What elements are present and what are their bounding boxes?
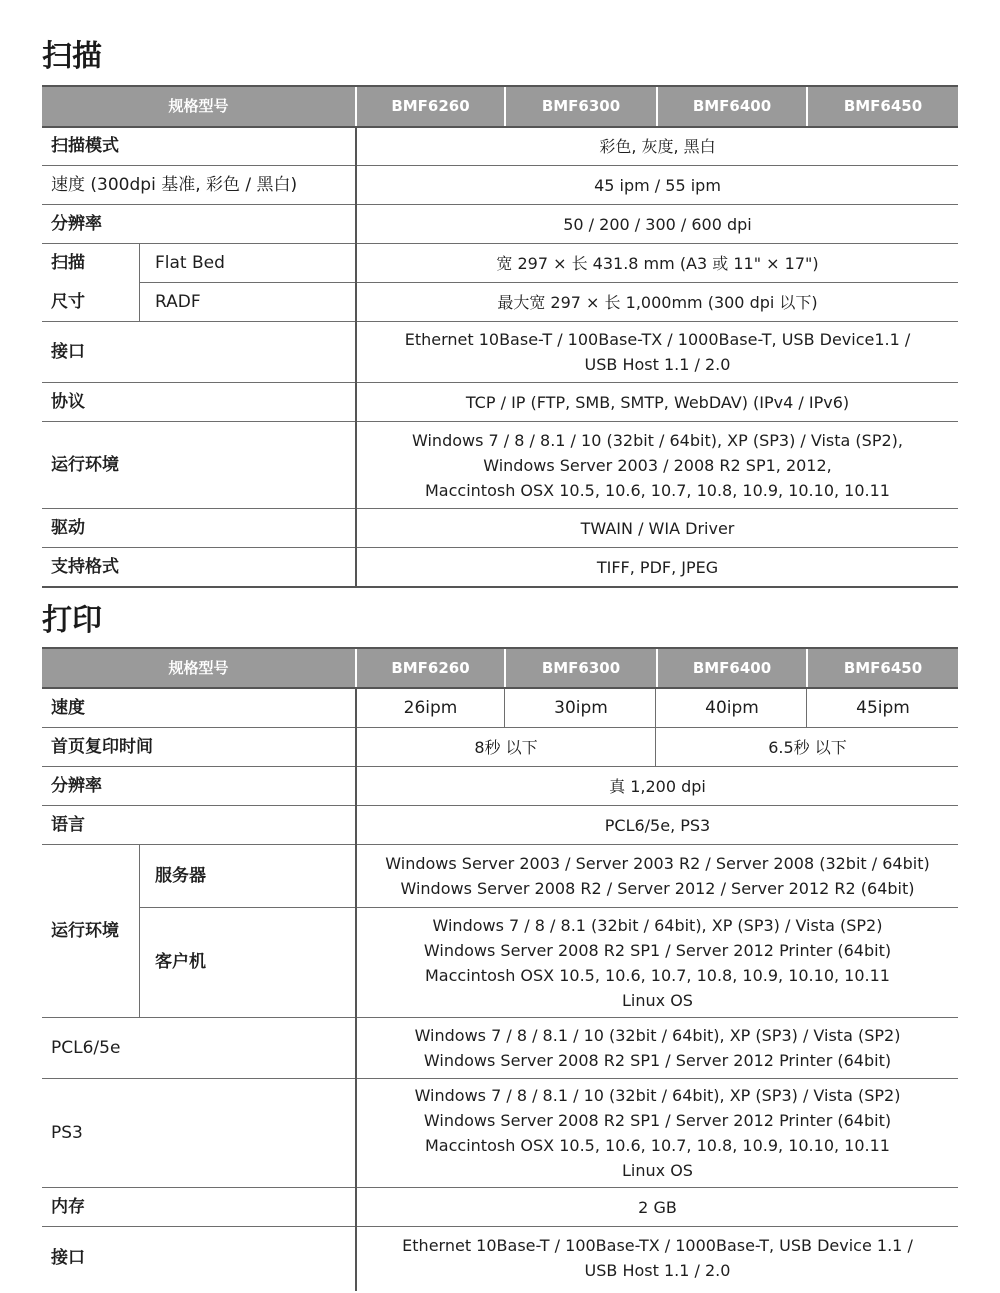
print-pcl-label: PCL6/5e [51,1037,121,1058]
print-resolution-value: 真 1,200 dpi [609,776,706,796]
scan-header-spec: 规格型号 [42,87,355,126]
scan-interface-line: Ethernet 10Base-T / 100Base-TX / 1000Base-T, USB Device1.1 / [404,330,911,349]
scan-resolution-value: 50 / 200 / 300 / 600 dpi [563,214,752,234]
print-speed-value-3: 40ipm [705,697,759,718]
scan-driver-label: 驱动 [51,517,85,538]
print-server-line: Windows Server 2003 / Server 2003 R2 / Server 2008 (32bit / 64bit) [385,854,930,873]
print-server-value [357,845,958,907]
print-language-value: PCL6/5e, PS3 [604,815,711,835]
print-server-label: 服务器 [155,865,206,886]
print-ps3-line: Windows Server 2008 R2 SP1 / Server 2012 Printer (64bit) [423,1111,892,1130]
scan-mode-label: 扫描模式 [51,136,119,156]
print-header-model-2: BMF6300 [506,649,656,687]
print-environment-label: 运行环境 [51,920,119,941]
scan-flatbed-value: 宽 297 × 长 431.8 mm (A3 或 11" × 17") [496,253,819,273]
scan-formats-value: TIFF, PDF, JPEG [596,557,719,577]
print-client-value [357,908,958,1017]
print-pcl-line: Windows Server 2008 R2 SP1 / Server 2012 Printer (64bit) [423,1051,892,1070]
scan-section-title: 扫描 [42,39,102,74]
scan-radf-value: 最大宽 297 × 长 1,000mm (300 dpi 以下) [497,292,818,312]
scan-size-label-2: 尺寸 [51,291,85,312]
print-first-time-value-a: 8秒 以下 [474,737,538,757]
print-ps3-value [357,1079,958,1187]
print-language-label: 语言 [51,814,85,835]
print-ps3-line: Linux OS [622,1161,693,1180]
print-client-line: Windows Server 2008 R2 SP1 / Server 2012 Printer (64bit) [423,940,892,960]
print-section-title: 打印 [42,603,102,638]
print-speed-label: 速度 [51,697,85,718]
scan-environment-line: Maccintosh OSX 10.5, 10.6, 10.7, 10.8, 10.9, 10.10, 10.11 [425,480,890,500]
scan-header-model-1: BMF6260 [357,87,504,126]
print-client-line: Linux OS [622,990,693,1010]
print-interface-value [357,1227,958,1289]
scan-speed-value: 45 ipm / 55 ipm [594,175,721,195]
print-pcl-line: Windows 7 / 8 / 8.1 / 10 (32bit / 64bit), XP (SP3) / Vista (SP2) [414,1026,901,1045]
print-interface-label: 接口 [51,1247,85,1268]
print-speed-value-2: 30ipm [554,697,608,718]
print-ps3-line: Maccintosh OSX 10.5, 10.6, 10.7, 10.8, 10.9, 10.10, 10.11 [425,1136,890,1155]
scan-header-model-4: BMF6450 [808,87,958,126]
scan-interface-label: 接口 [51,341,85,362]
scan-driver-value: TWAIN / WIA Driver [580,518,735,538]
scan-radf-label: RADF [155,291,201,312]
print-client-label: 客户机 [155,952,206,972]
scan-header-model-2: BMF6300 [506,87,656,126]
print-header-model-3: BMF6400 [658,649,806,687]
print-header-model-1: BMF6260 [357,649,504,687]
print-header-spec: 规格型号 [42,649,355,687]
scan-header-model-3: BMF6400 [658,87,806,126]
scan-protocol-value: TCP / IP (FTP, SMB, SMTP, WebDAV) (IPv4 / IPv6) [465,392,850,412]
scan-environment-line: Windows Server 2003 / 2008 R2 SP1, 2012, [483,455,832,475]
print-client-line: Windows 7 / 8 / 8.1 (32bit / 64bit), XP (SP3) / Vista (SP2) [432,915,883,935]
scan-interface-value [357,322,958,382]
print-interface-line: Ethernet 10Base-T / 100Base-TX / 1000Base-T, USB Device 1.1 / [402,1236,913,1255]
scan-resolution-label: 分辨率 [51,213,102,234]
scan-flatbed-label: Flat Bed [155,252,225,273]
print-client-line: Maccintosh OSX 10.5, 10.6, 10.7, 10.8, 10.9, 10.10, 10.11 [425,965,890,985]
print-memory-value: 2 GB [638,1197,677,1217]
print-pcl-value [357,1018,958,1078]
print-ps3-line: Windows 7 / 8 / 8.1 / 10 (32bit / 64bit), XP (SP3) / Vista (SP2) [414,1086,901,1105]
print-speed-value-4: 45ipm [856,697,910,718]
print-memory-label: 内存 [51,1196,85,1217]
print-interface-line: USB Host 1.1 / 2.0 [584,1261,731,1280]
scan-formats-label: 支持格式 [51,556,119,577]
print-server-line: Windows Server 2008 R2 / Server 2012 / Server 2012 R2 (64bit) [400,879,915,898]
scan-environment-value [357,422,958,508]
print-speed-value-1: 26ipm [403,697,458,718]
scan-mode-value: 彩色, 灰度, 黑白 [599,137,716,156]
scan-speed-label: 速度 (300dpi 基准, 彩色 / 黑白) [51,174,298,195]
scan-environment-line: Windows 7 / 8 / 8.1 / 10 (32bit / 64bit), XP (SP3) / Vista (SP2), [412,430,903,450]
print-resolution-label: 分辨率 [51,775,102,796]
print-ps3-label: PS3 [51,1122,83,1143]
scan-environment-label: 运行环境 [51,454,119,475]
print-first-time-label: 首页复印时间 [51,736,153,757]
scan-protocol-label: 协议 [51,391,85,412]
scan-size-label-1: 扫描 [51,252,85,273]
scan-interface-line: USB Host 1.1 / 2.0 [584,355,731,374]
print-header-model-4: BMF6450 [808,649,958,687]
print-first-time-value-b: 6.5秒 以下 [768,737,847,757]
